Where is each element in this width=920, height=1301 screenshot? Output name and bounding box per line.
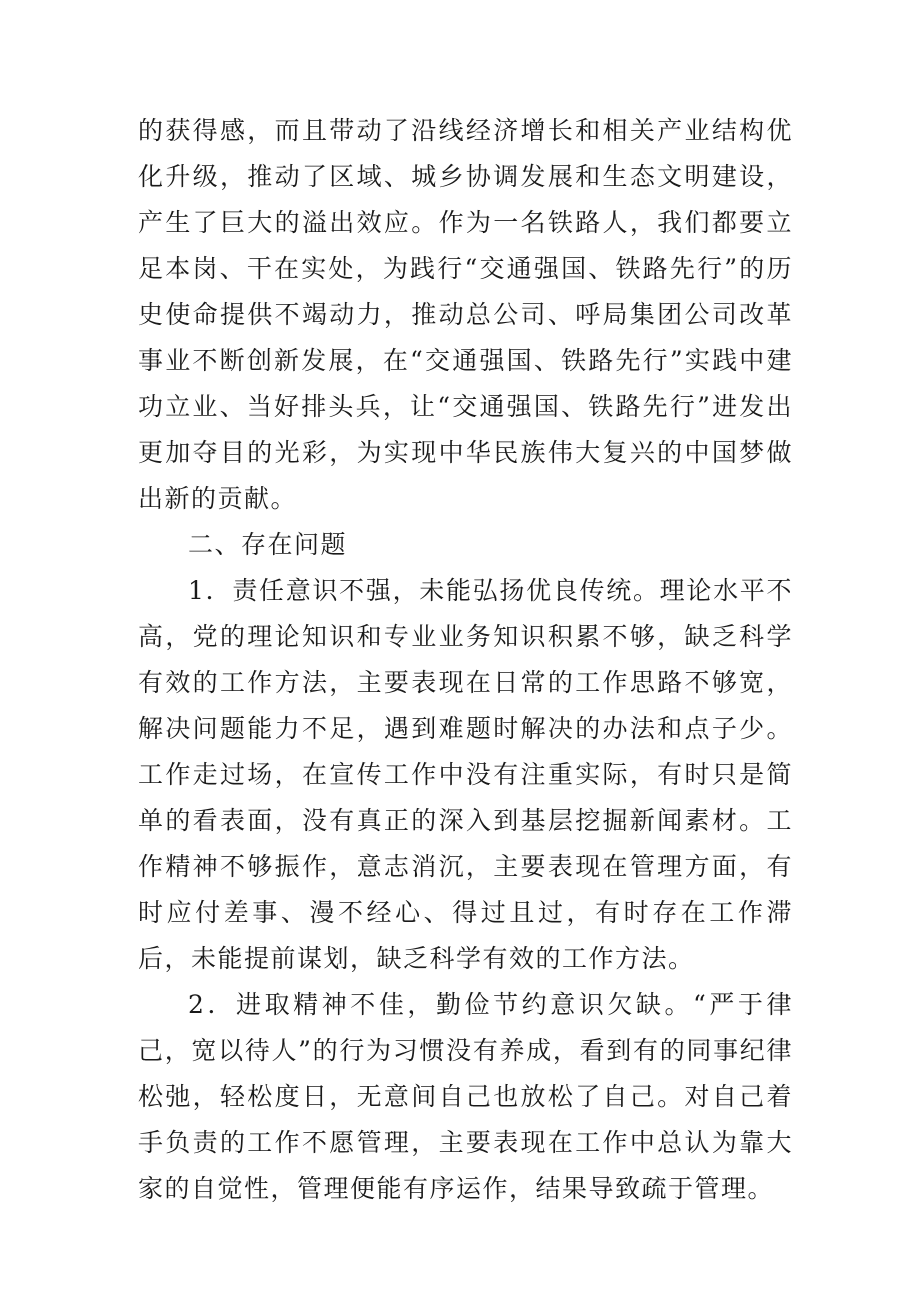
paragraph-problem-1: 1．责任意识不强，未能弘扬优良传统。理论水平不高，党的理论知识和专业业务知识积累不够，缺乏科学有效的工作方法，主要表现在日常的工作思路不够宽，解决问题能力不足，遇到难题时解决的办法和点子少。工作走过场，在宣传工作中没有注重实际，有时只是简单的看表面，没有真正的深入到基层挖掘新闻素材。工作精神不够振作，意志消沉，主要表现在管理方面，有时应付差事、漫不经心、得过且过，有时存在工作滞后，未能提前谋划，缺乏科学有效的工作方法。 (138, 576, 793, 973)
paragraph-problem-2: 2．进取精神不佳，勤俭节约意识欠缺。“严于律己，宽以待人”的行为习惯没有养成，看到有的同事纪律松弛，轻松度日，无意间自己也放松了自己。对自己着手负责的工作不愿管理，主要表现在工作中总认为靠大家的自觉性，管理便能有序运作，结果导致疏于管理。 (138, 990, 793, 1203)
document-body (138, 108, 793, 1212)
section-heading-problems: 二、存在问题 (188, 530, 348, 559)
paragraph-continuation: 的获得感，而且带动了沿线经济增长和相关产业结构优化升级，推动了区域、城乡协调发展和生态文明建设，产生了巨大的溢出效应。作为一名铁路人，我们都要立足本岗、干在实处，为践行“交通强国、铁路先行”的历史使命提供不竭动力，推动总公司、呼局集团公司改革事业不断创新发展，在“交通强国、铁路先行”实践中建功立业、当好排头兵，让“交通强国、铁路先行”进发出更加夺目的光彩，为实现中华民族伟大复兴的中国梦做出新的贡献。 (138, 116, 793, 513)
